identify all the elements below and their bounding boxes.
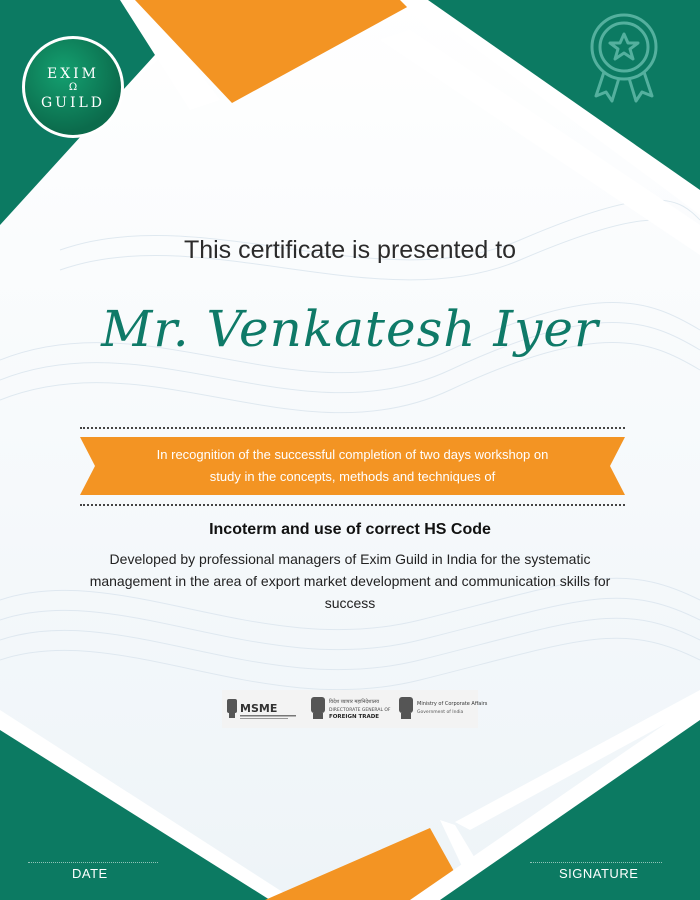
mca-line1: Ministry of Corporate Affairs (417, 701, 488, 707)
brand-line2: GUILD (40, 95, 106, 111)
dgft-line2: DIRECTORATE GENERAL OF (329, 708, 391, 713)
signature-line (530, 862, 662, 863)
date-line (28, 862, 158, 863)
course-title: Incoterm and use of correct HS Code (209, 521, 491, 538)
mca-logo (396, 693, 488, 725)
recipient-name: Mr. Venkatesh Iyer (101, 300, 599, 358)
ribbon-line-1: In recognition of the successful completion of two days workshop on (156, 447, 549, 462)
brand-logo (22, 36, 124, 138)
msme-logo (224, 693, 300, 725)
dgft-line3: FOREIGN TRADE (329, 714, 380, 720)
ribbon-line-2: study in the concepts, methods and techniques of (209, 469, 496, 484)
date-label: DATE (72, 866, 108, 881)
presented-to-heading: This certificate is presented to (183, 236, 517, 264)
brand-divider: Ω (68, 82, 78, 93)
partner-logos (222, 690, 488, 728)
divider-bottom (80, 504, 625, 506)
dgft-logo (308, 693, 394, 725)
msme-wordmark: MSME (240, 702, 278, 715)
brand-line1: EXIM (46, 66, 100, 82)
divider-top (80, 427, 625, 429)
course-description: Developed by professional managers of Exim Guild in India for the systematic management in the area of export market development and communication skills for success (89, 551, 611, 611)
dgft-hindi: विदेश व्यापार महानिदेशालय (329, 699, 380, 705)
mca-line2: Government of India (417, 710, 464, 715)
ribbon-text (120, 444, 585, 488)
signature-label: SIGNATURE (559, 866, 639, 881)
